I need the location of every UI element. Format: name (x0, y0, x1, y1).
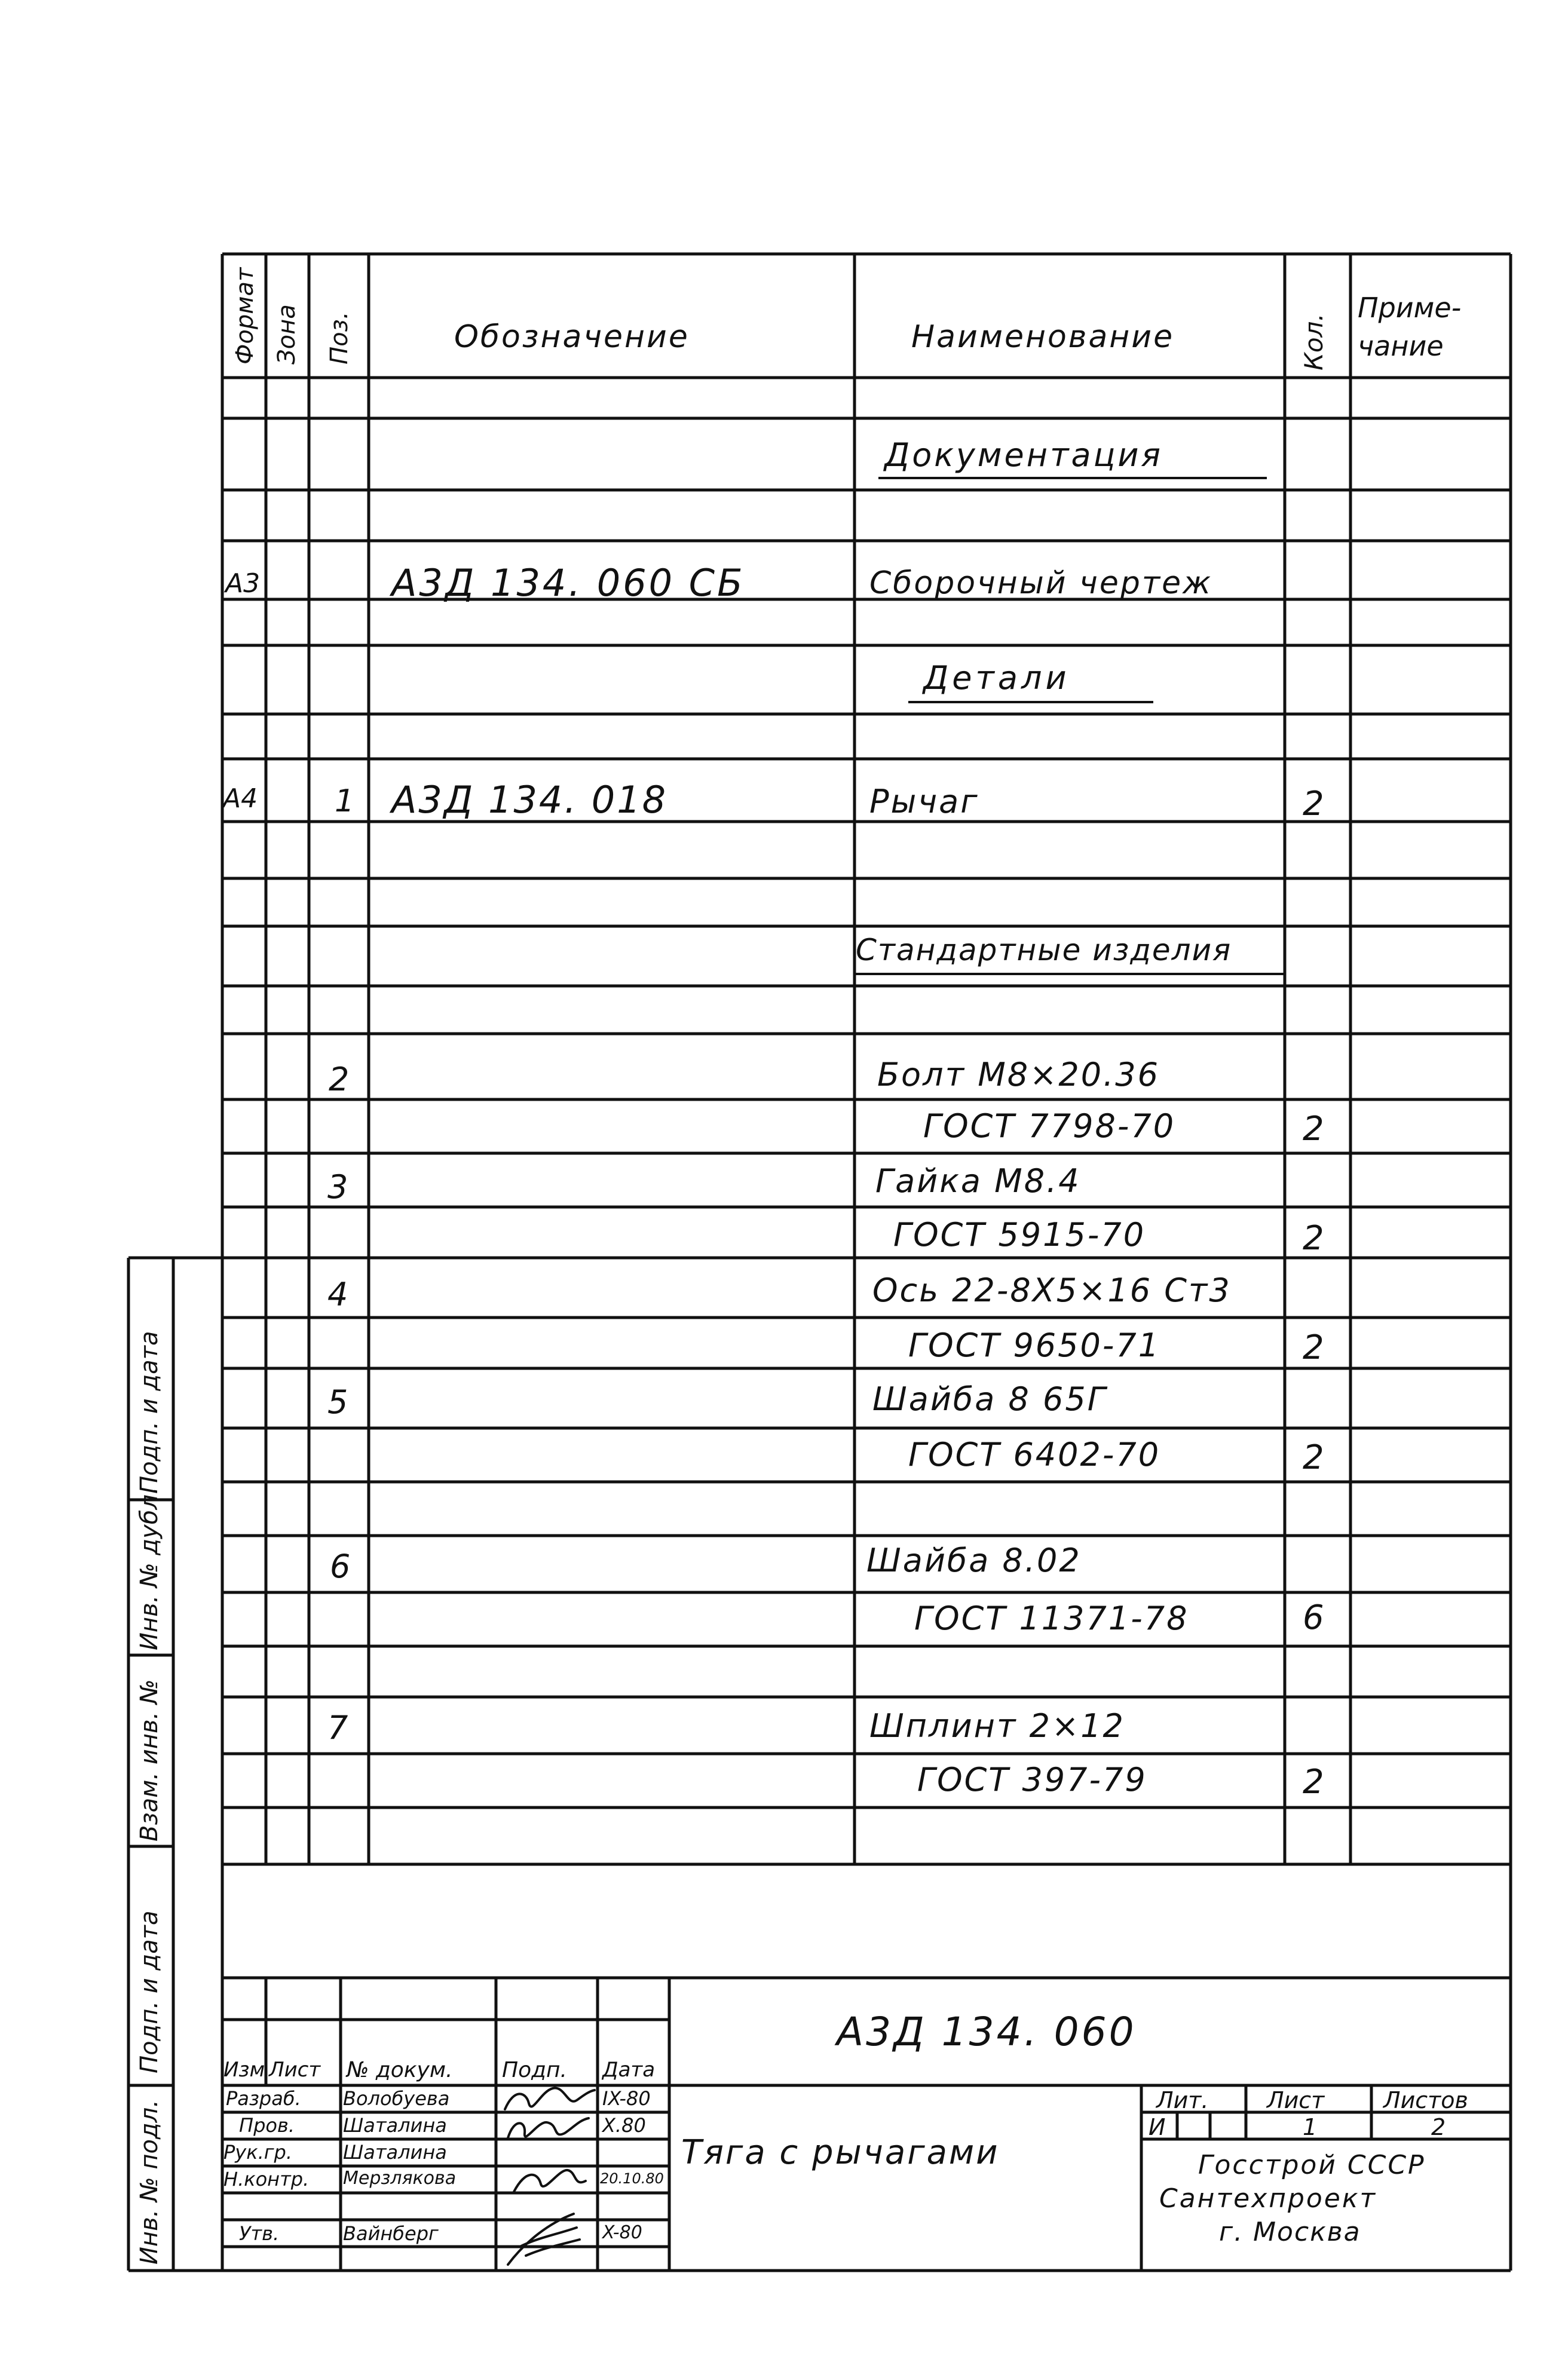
cell-name: ГОСТ 9650-71 (908, 1326, 1161, 1364)
cell-pos: 6 (330, 1548, 351, 1585)
date-checker: X.80 (602, 2114, 646, 2137)
section-parts: Детали (923, 659, 1070, 697)
cell-name: ГОСТ 397-79 (917, 1761, 1147, 1799)
person-norm-control: Мерзлякова (343, 2168, 457, 2189)
cell-pos: 1 (335, 783, 355, 819)
side-inv-orig: Инв. № подл. (136, 2100, 163, 2265)
cell-pos: 3 (327, 1168, 348, 1206)
role-norm-control: Н.контр. (223, 2168, 310, 2191)
cell-pos: 2 (329, 1061, 350, 1098)
cell-name: Болт М8×20.36 (877, 1056, 1160, 1093)
cell-qty: 2 (1303, 1110, 1324, 1148)
cell-name: ГОСТ 6402-70 (908, 1436, 1161, 1473)
cell-name: Рычаг (869, 783, 979, 820)
sheet-value: 1 (1303, 2114, 1318, 2140)
date-norm-control: 20.10.80 (600, 2170, 664, 2187)
role-group-lead: Рук.гр. (223, 2141, 293, 2164)
cell-format: А3 (225, 568, 261, 599)
header-pos: Поз. (326, 311, 353, 364)
person-group-lead: Шаталина (343, 2141, 447, 2164)
date-approver: X-80 (602, 2222, 642, 2243)
cell-qty: 2 (1303, 1438, 1324, 1477)
role-developer: Разраб. (226, 2087, 301, 2110)
lit-value: И (1149, 2114, 1166, 2140)
side-inv-dubl: Инв. № дубл. (136, 1487, 163, 1650)
cell-qty: 2 (1303, 1763, 1324, 1802)
header-name: Наименование (911, 319, 1175, 355)
cell-format: А4 (223, 783, 258, 814)
side-sign-date-2: Подп. и дата (136, 1331, 163, 1494)
cell-pos: 7 (327, 1709, 348, 1747)
header-note-1: Приме- (1358, 292, 1462, 324)
sheets-label: Листов (1383, 2087, 1468, 2113)
sheet-label: Лист (1267, 2087, 1325, 2113)
cell-designation: А3Д 134. 018 (391, 778, 668, 822)
lit-label: Лит. (1156, 2087, 1209, 2113)
cell-name: Сборочный чертеж (869, 565, 1212, 601)
doc-number: А3Д 134. 060 (837, 2009, 1137, 2055)
header-note-2: чание (1358, 330, 1444, 362)
cell-name: ГОСТ 11371-78 (914, 1600, 1189, 1637)
cell-name: Гайка М8.4 (875, 1162, 1081, 1200)
cell-pos: 4 (327, 1276, 348, 1313)
col-podp: Подп. (502, 2058, 567, 2082)
cell-qty: 2 (1303, 1328, 1324, 1367)
section-documentation: Документация (884, 436, 1163, 474)
cell-name: Шплинт 2×12 (869, 1707, 1125, 1745)
side-sign-date-1: Подп. и дата (136, 1910, 163, 2073)
role-approver: Утв. (239, 2222, 280, 2245)
cell-name: Шайба 8.02 (866, 1542, 1082, 1579)
cell-qty: 2 (1303, 1219, 1324, 1258)
col-data: Дата (602, 2058, 656, 2082)
doc-title: Тяга с рычагами (681, 2133, 1000, 2172)
cell-name: ГОСТ 7798-70 (923, 1107, 1176, 1145)
org-line-1: Госстрой СССР (1198, 2150, 1426, 2180)
header-format: Формат (231, 267, 259, 364)
cell-designation: А3Д 134. 060 СБ (391, 561, 745, 605)
role-checker: Пров. (239, 2114, 295, 2137)
person-approver: Вайнберг (343, 2222, 439, 2245)
cell-qty: 2 (1303, 785, 1324, 823)
org-line-3: г. Москва (1219, 2217, 1361, 2247)
col-list: Лист (269, 2058, 321, 2082)
cell-name: ГОСТ 5915-70 (893, 1216, 1146, 1254)
sheets-value: 2 (1431, 2114, 1446, 2140)
cell-pos: 5 (327, 1383, 348, 1421)
org-line-2: Сантехпроект (1159, 2183, 1377, 2214)
person-checker: Шаталина (343, 2114, 447, 2137)
cell-name: Шайба 8 65Г (872, 1380, 1107, 1418)
header-qty: Кол. (1299, 313, 1328, 370)
cell-name: Ось 22-8Х5×16 Ст3 (872, 1272, 1232, 1309)
section-standard: Стандартные изделия (856, 933, 1232, 967)
col-izm: Изм (223, 2058, 265, 2082)
col-ndoc: № докум. (347, 2058, 453, 2082)
cell-qty: 6 (1303, 1598, 1324, 1637)
header-designation: Обозначение (454, 319, 690, 355)
date-developer: IX-80 (602, 2087, 651, 2110)
side-vzam-inv: Взам. инв. № (136, 1679, 163, 1842)
header-zone: Зона (273, 304, 301, 364)
person-developer: Волобуева (343, 2087, 450, 2110)
